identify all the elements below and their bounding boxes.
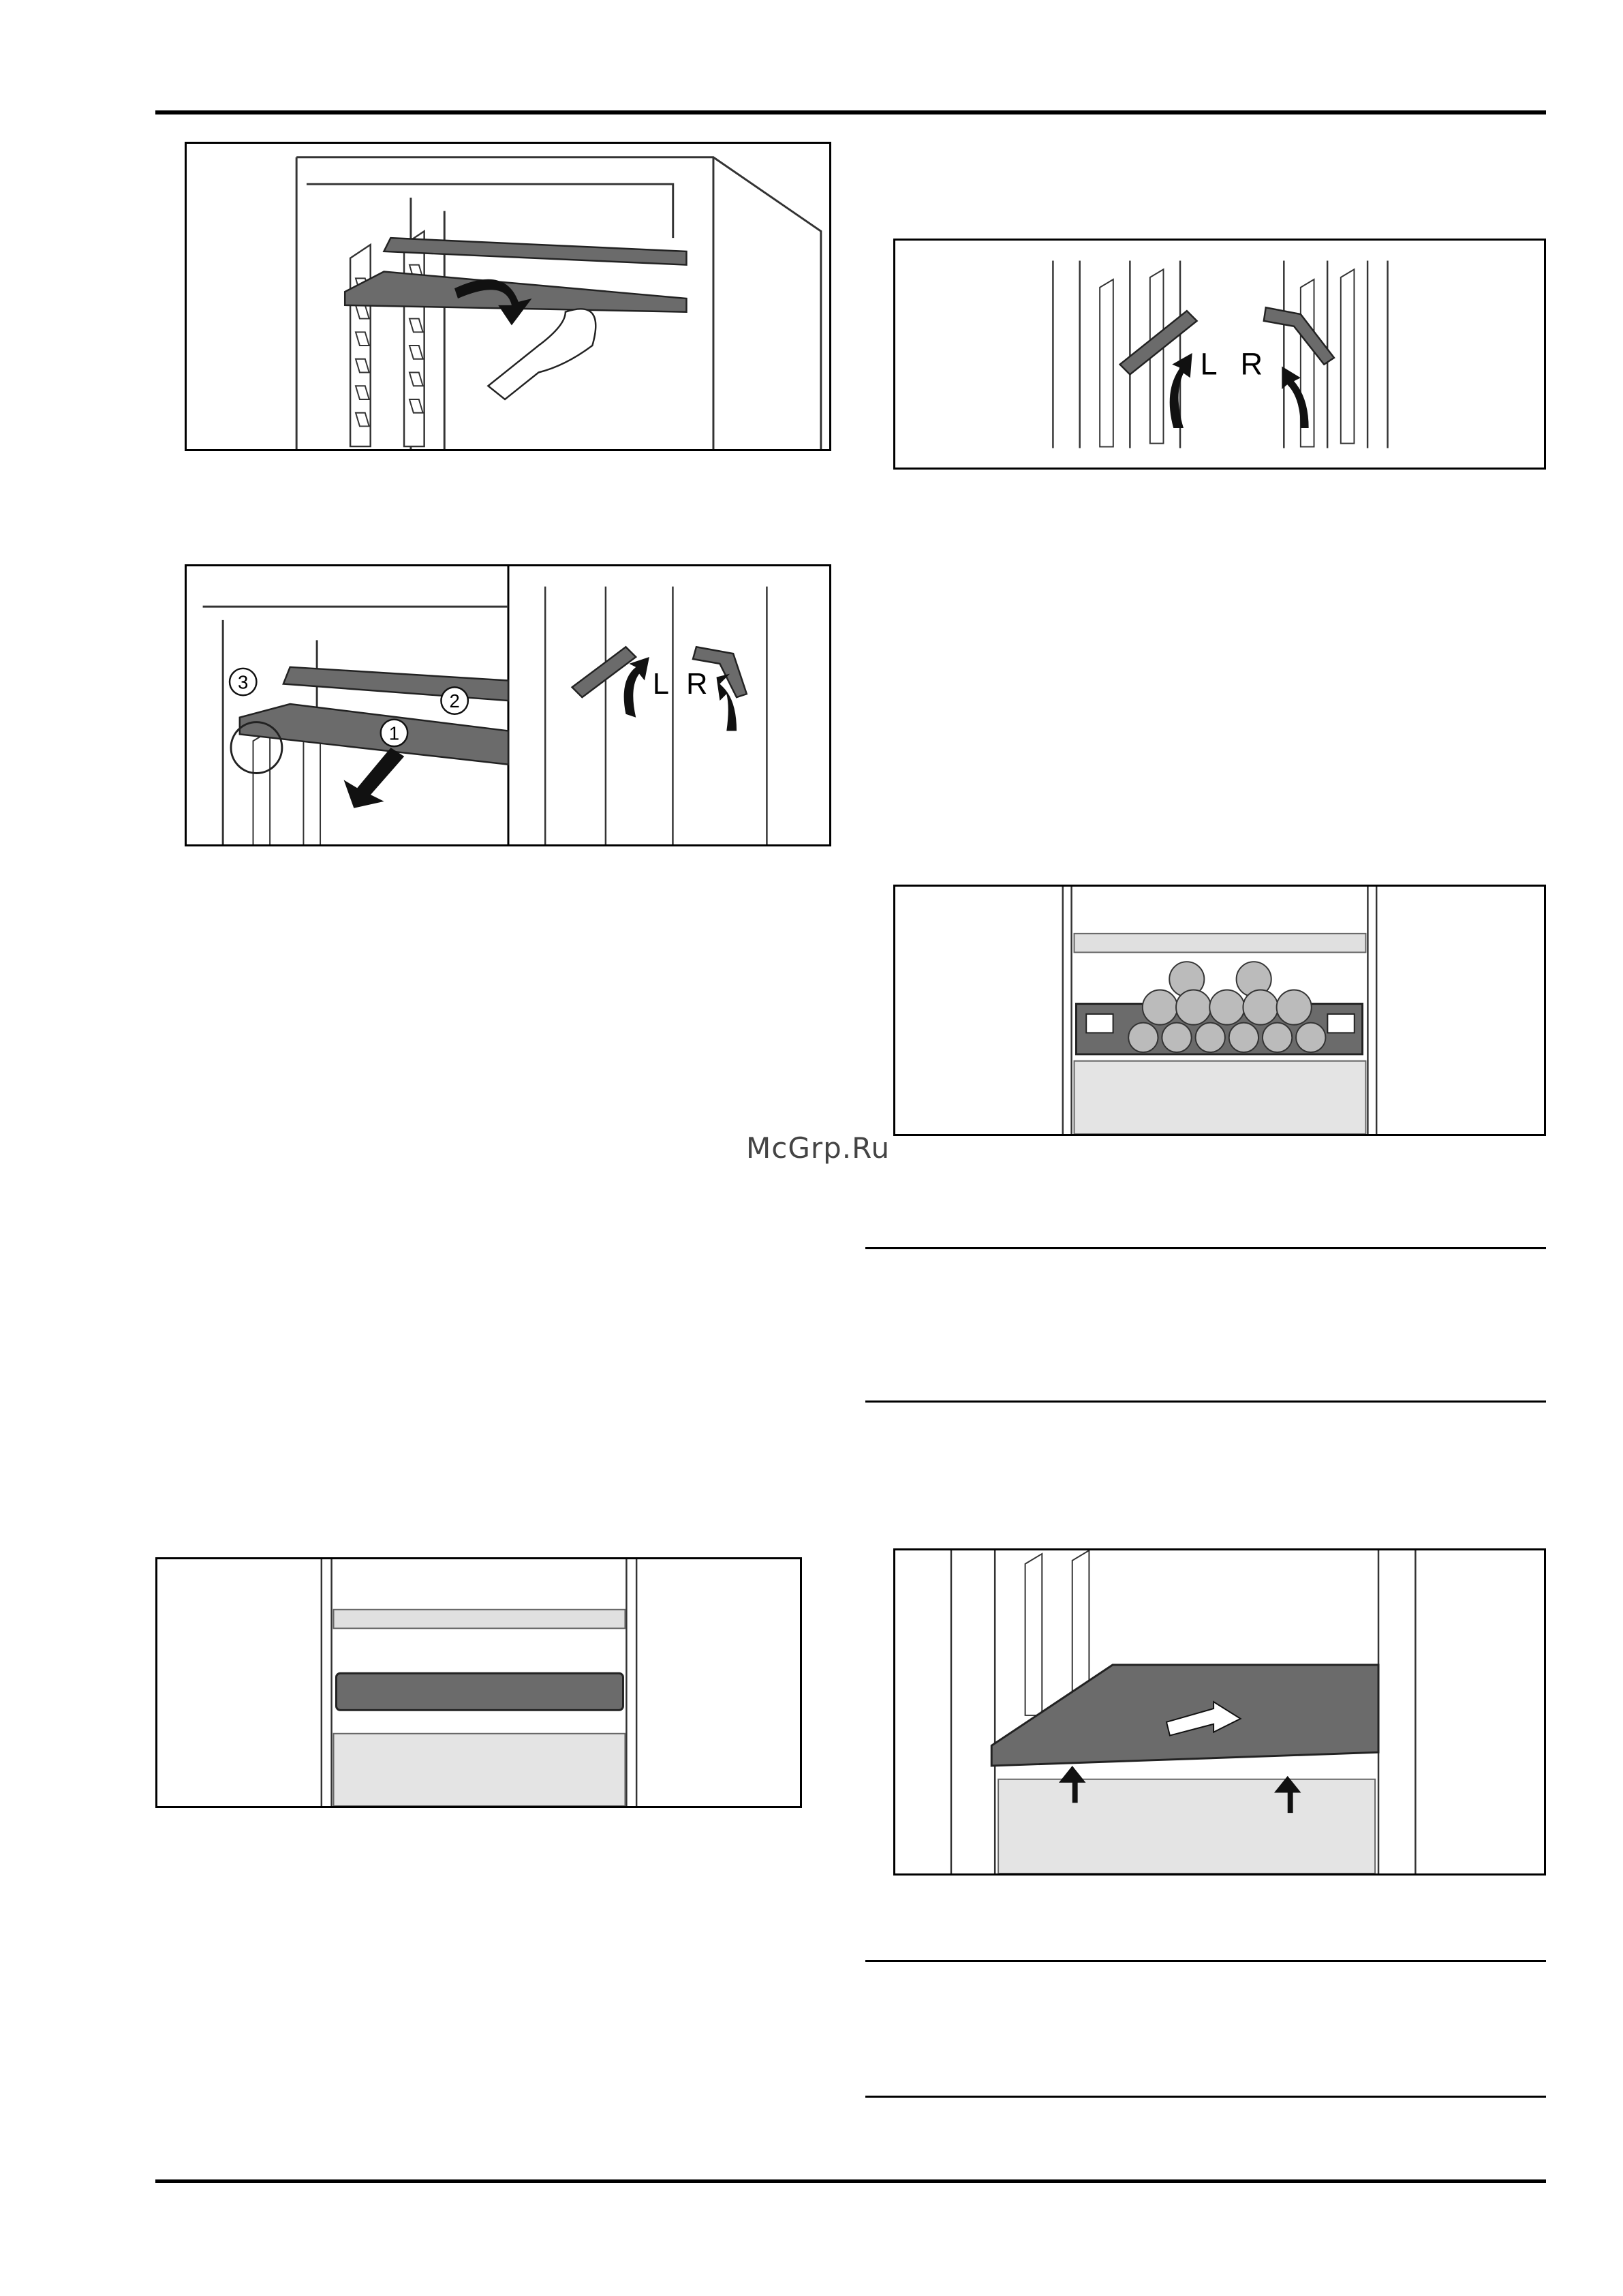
- section-rule-2: [865, 1400, 1546, 1403]
- support-top-illustration: [895, 241, 1544, 468]
- support-label-right: R: [686, 668, 708, 701]
- callout-1: 1: [388, 722, 400, 744]
- shelf-remove-illustration: [187, 566, 829, 844]
- bottle-rack-illustration: [895, 887, 1544, 1134]
- figure-shelf-remove: [185, 564, 831, 846]
- support-top-label-left: L: [1200, 346, 1218, 382]
- figure-shelf-insert: [185, 142, 831, 451]
- watermark-text: McGrp.Ru: [746, 1131, 891, 1165]
- figure-bottle-rack: [893, 885, 1546, 1136]
- figure-support-top: [893, 239, 1546, 470]
- callout-3: 3: [238, 671, 249, 693]
- section-rule-4: [865, 2096, 1546, 2098]
- support-label-left: L: [652, 668, 670, 701]
- crisper-cover-illustration: [895, 1550, 1544, 1873]
- section-rule-1: [865, 1247, 1546, 1249]
- footer-rule: [155, 2179, 1546, 2183]
- figure-drawer-tray: [155, 1557, 802, 1808]
- figure-crisper-cover: [893, 1548, 1546, 1876]
- section-rule-3: [865, 1960, 1546, 1962]
- shelf-insert-illustration: [187, 144, 829, 449]
- support-top-label-right: R: [1240, 346, 1263, 382]
- callout-2: 2: [449, 690, 460, 711]
- header-rule: [155, 110, 1546, 114]
- drawer-tray-illustration: [157, 1559, 800, 1806]
